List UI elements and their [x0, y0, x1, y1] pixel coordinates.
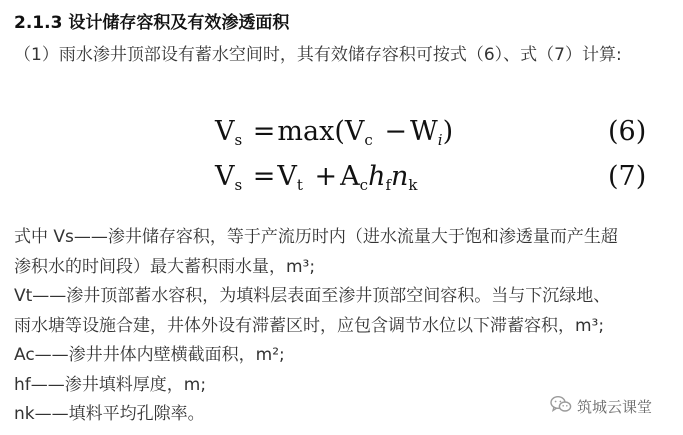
section-heading: 2.1.3 设计储存容积及有效渗透面积	[14, 13, 290, 33]
equation-7-number: (7)	[608, 161, 647, 192]
equation-7: $V_s =V_t + A_ch_fn_k$	[215, 161, 418, 194]
definition-line: hf——渗井填料厚度，m;	[14, 374, 207, 395]
definition-line: 渗积水的时间段）最大蓄积雨水量，m³;	[14, 256, 316, 277]
definition-line: 雨水塘等设施合建，井体外设有滞蓄区时，应包含调节水位以下滞蓄容积，m³;	[14, 315, 605, 336]
watermark	[550, 394, 652, 418]
definition-line: Ac——渗井井体内壁横截面积，m²;	[14, 345, 285, 365]
intro-paragraph: （1）雨水渗井顶部设有蓄水空间时，其有效储存容积可按式（6）、式（7）计算:	[14, 45, 622, 65]
definition-line: nk——填料平均孔隙率。	[14, 404, 205, 424]
equation-6-number: (6)	[608, 116, 647, 147]
equation-7-row	[0, 161, 683, 201]
equation-6-row	[0, 116, 683, 156]
definition-line: Vt——渗井顶部蓄水容积，为填料层表面至渗井顶部空间容积。当与下沉绿地、	[14, 286, 611, 306]
equation-6: $V_s =\max(V_c - W_i)$	[215, 116, 454, 149]
wechat-icon	[550, 395, 572, 417]
definition-line: 式中 Vs——渗井储存容积，等于产流历时内（进水流量大于饱和渗透量而产生超	[14, 227, 618, 247]
watermark-text: 筑城云课堂	[577, 397, 653, 416]
